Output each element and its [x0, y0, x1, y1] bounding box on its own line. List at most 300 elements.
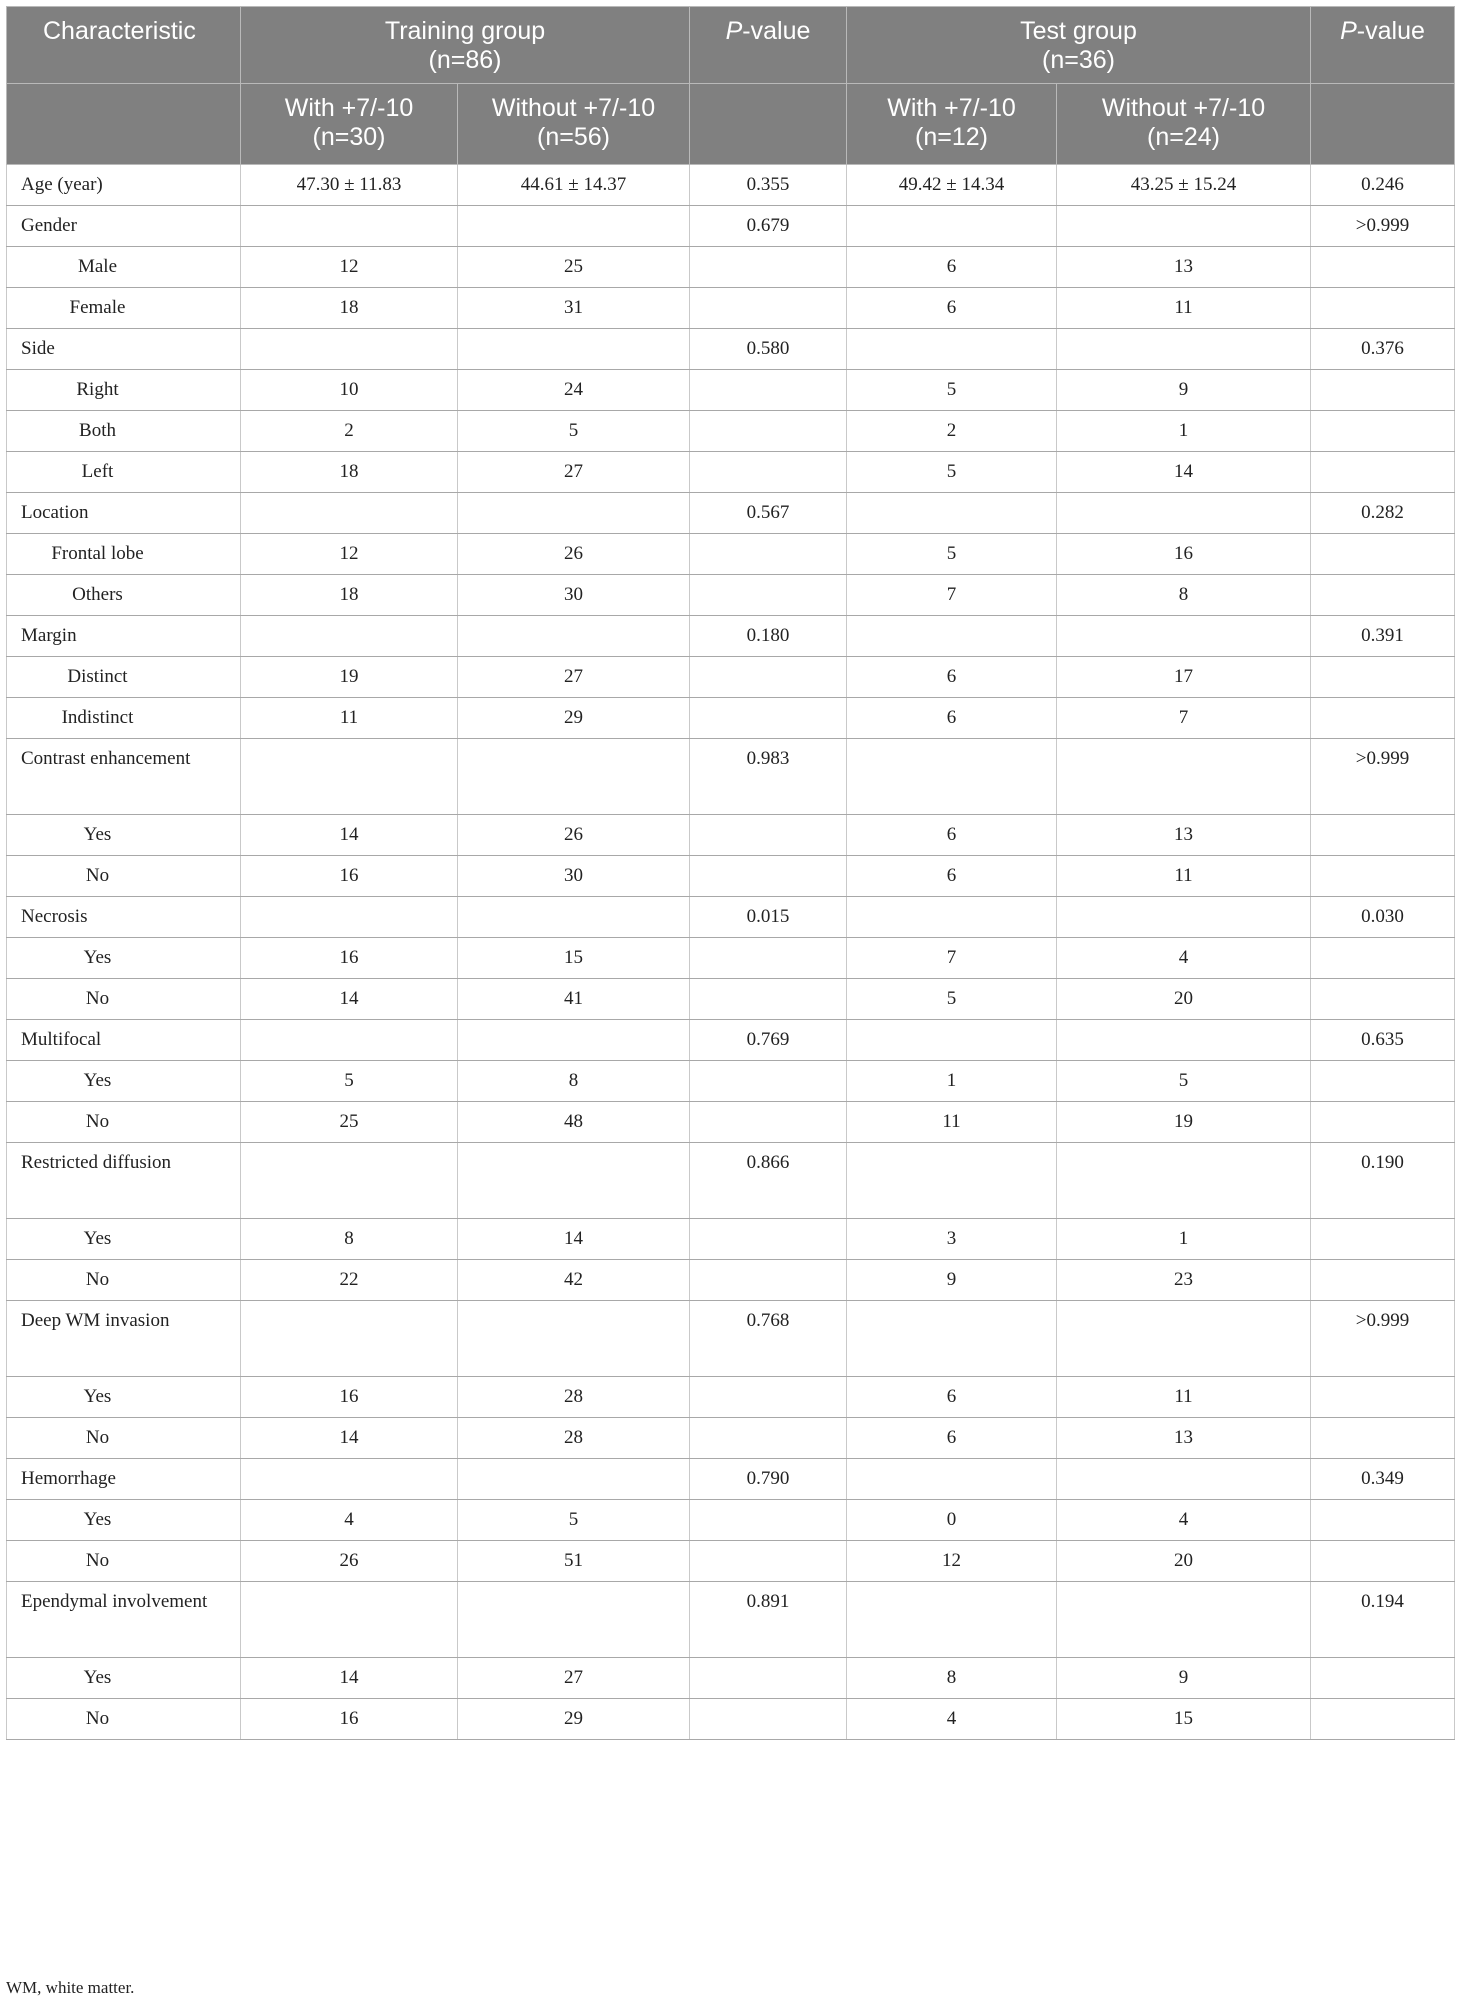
- table-row: [7, 979, 1455, 1020]
- table-row: [7, 856, 1455, 897]
- header-training-group: [241, 7, 690, 84]
- table-cell: 17: [1057, 657, 1311, 698]
- table-cell: [458, 329, 690, 370]
- table-cell: [241, 206, 458, 247]
- table-row: [7, 657, 1455, 698]
- table-cell: 4: [1057, 1500, 1311, 1541]
- table-cell: 15: [458, 938, 690, 979]
- table-row: [7, 452, 1455, 493]
- table-cell: [241, 616, 458, 657]
- table-cell: 5: [458, 411, 690, 452]
- table-cell: 0.015: [690, 897, 847, 938]
- table-cell: [847, 493, 1057, 534]
- table-cell: 0.635: [1311, 1020, 1455, 1061]
- row-sublabel: No: [7, 1541, 241, 1582]
- table-cell: [847, 1020, 1057, 1061]
- table-cell: 0.866: [690, 1143, 847, 1219]
- table-cell: [458, 1020, 690, 1061]
- table-cell: [1311, 288, 1455, 329]
- row-label: Location: [7, 493, 241, 534]
- table-row: [7, 1143, 1455, 1219]
- table-cell: 18: [241, 288, 458, 329]
- table-row: [7, 616, 1455, 657]
- table-cell: [1311, 1219, 1455, 1260]
- table-cell: [690, 698, 847, 739]
- table-cell: 5: [847, 979, 1057, 1020]
- table-row: [7, 1500, 1455, 1541]
- table-cell: 14: [241, 1418, 458, 1459]
- table-cell: 0: [847, 1500, 1057, 1541]
- table-cell: 14: [241, 1658, 458, 1699]
- table-cell: 20: [1057, 1541, 1311, 1582]
- table-cell: [690, 856, 847, 897]
- table-cell: 8: [1057, 575, 1311, 616]
- table-cell: 14: [241, 979, 458, 1020]
- header-p-suffix: -value: [742, 17, 811, 45]
- table-cell: [1057, 1143, 1311, 1219]
- table-cell: [458, 616, 690, 657]
- table-row: [7, 698, 1455, 739]
- table-cell: [847, 1301, 1057, 1377]
- table-cell: >0.999: [1311, 206, 1455, 247]
- table-cell: [690, 411, 847, 452]
- table-cell: 7: [847, 575, 1057, 616]
- row-sublabel: Others: [7, 575, 241, 616]
- table-cell: 12: [847, 1541, 1057, 1582]
- table-cell: [1057, 739, 1311, 815]
- table-cell: 16: [1057, 534, 1311, 575]
- table-cell: 42: [458, 1260, 690, 1301]
- row-sublabel: Frontal lobe: [7, 534, 241, 575]
- table-cell: 16: [241, 1377, 458, 1418]
- table-cell: 6: [847, 1418, 1057, 1459]
- table-cell: 28: [458, 1377, 690, 1418]
- table-header: [7, 7, 1455, 165]
- table-cell: 18: [241, 575, 458, 616]
- table-cell: 8: [847, 1658, 1057, 1699]
- table-cell: 12: [241, 247, 458, 288]
- table-cell: 6: [847, 247, 1057, 288]
- table-cell: 18: [241, 452, 458, 493]
- table-footnote: WM, white matter.: [6, 1978, 135, 1997]
- table-cell: 0.376: [1311, 329, 1455, 370]
- table-cell: 10: [241, 370, 458, 411]
- header-test-with-n: (n=12): [915, 123, 988, 151]
- table-body: [7, 165, 1455, 1740]
- table-row: [7, 1658, 1455, 1699]
- table-cell: 0.580: [690, 329, 847, 370]
- table-cell: [1311, 575, 1455, 616]
- header-test-without-n: (n=24): [1147, 123, 1220, 151]
- table-cell: 29: [458, 1699, 690, 1740]
- table-cell: 0.282: [1311, 493, 1455, 534]
- table-cell: [241, 897, 458, 938]
- table-cell: [1311, 1500, 1455, 1541]
- table-cell: 0.180: [690, 616, 847, 657]
- table-cell: 0.768: [690, 1301, 847, 1377]
- table-row: [7, 534, 1455, 575]
- table-cell: 6: [847, 698, 1057, 739]
- table-cell: 1: [1057, 411, 1311, 452]
- row-sublabel: Both: [7, 411, 241, 452]
- table-cell: 49.42 ± 14.34: [847, 165, 1057, 206]
- table-row: [7, 165, 1455, 206]
- table-cell: 6: [847, 288, 1057, 329]
- table-cell: 44.61 ± 14.37: [458, 165, 690, 206]
- row-label: Gender: [7, 206, 241, 247]
- header-test-group-n: (n=36): [1042, 46, 1115, 74]
- table-cell: [241, 1459, 458, 1500]
- table-cell: [690, 1658, 847, 1699]
- table-cell: [1311, 370, 1455, 411]
- table-cell: 2: [847, 411, 1057, 452]
- table-cell: 51: [458, 1541, 690, 1582]
- table-cell: [1311, 1377, 1455, 1418]
- table-cell: [458, 206, 690, 247]
- table-cell: [1057, 1301, 1311, 1377]
- table-row: [7, 411, 1455, 452]
- table-cell: [847, 739, 1057, 815]
- table-cell: 0.349: [1311, 1459, 1455, 1500]
- table-row: [7, 1301, 1455, 1377]
- header-training-group-n: (n=86): [428, 46, 502, 74]
- table-cell: [458, 897, 690, 938]
- table-cell: [690, 1418, 847, 1459]
- header-p-value-training: [690, 7, 847, 84]
- table-cell: [1311, 979, 1455, 1020]
- table-row: [7, 739, 1455, 815]
- table-cell: 6: [847, 815, 1057, 856]
- table-cell: 6: [847, 1377, 1057, 1418]
- table-cell: [1311, 1658, 1455, 1699]
- header-test-without-label: Without +7/-10: [1101, 94, 1266, 122]
- table-cell: [241, 1301, 458, 1377]
- table-cell: [1311, 1260, 1455, 1301]
- table-cell: [1057, 1459, 1311, 1500]
- row-label: Multifocal: [7, 1020, 241, 1061]
- table-cell: [1057, 897, 1311, 938]
- table-cell: 5: [1057, 1061, 1311, 1102]
- table-cell: 7: [847, 938, 1057, 979]
- table-cell: [1311, 247, 1455, 288]
- table-cell: [458, 1301, 690, 1377]
- table-row: [7, 370, 1455, 411]
- table-cell: [458, 493, 690, 534]
- header-test-without: [1057, 84, 1311, 165]
- row-sublabel: Yes: [7, 1377, 241, 1418]
- table-cell: 28: [458, 1418, 690, 1459]
- header-empty-cell: [690, 84, 847, 165]
- table-cell: 1: [1057, 1219, 1311, 1260]
- table-cell: [690, 1061, 847, 1102]
- table-cell: 13: [1057, 1418, 1311, 1459]
- table-cell: 3: [847, 1219, 1057, 1260]
- header-train-without-n: (n=56): [537, 123, 610, 151]
- table-row: [7, 1582, 1455, 1658]
- table-row: [7, 329, 1455, 370]
- table-cell: [1311, 1541, 1455, 1582]
- table-cell: 11: [847, 1102, 1057, 1143]
- table-cell: [690, 1219, 847, 1260]
- table-cell: [847, 616, 1057, 657]
- table-cell: 23: [1057, 1260, 1311, 1301]
- header-train-without-label: Without +7/-10: [491, 94, 656, 122]
- row-label: Restricted diffusion: [7, 1143, 241, 1219]
- row-sublabel: Yes: [7, 938, 241, 979]
- table-cell: 0.790: [690, 1459, 847, 1500]
- table-cell: [1311, 1418, 1455, 1459]
- header-test-group: [847, 7, 1311, 84]
- table-cell: 48: [458, 1102, 690, 1143]
- table-cell: [241, 329, 458, 370]
- table-cell: 0.679: [690, 206, 847, 247]
- table-cell: 16: [241, 1699, 458, 1740]
- table-cell: 25: [458, 247, 690, 288]
- table-cell: 5: [458, 1500, 690, 1541]
- row-sublabel: Female: [7, 288, 241, 329]
- table-cell: [1057, 1582, 1311, 1658]
- header-train-with-n: (n=30): [312, 123, 386, 151]
- row-sublabel: Indistinct: [7, 698, 241, 739]
- table-cell: [458, 739, 690, 815]
- table-cell: 27: [458, 452, 690, 493]
- table-cell: [458, 1459, 690, 1500]
- table-row: [7, 1418, 1455, 1459]
- table-cell: [241, 493, 458, 534]
- header-training-group-label: Training group: [384, 17, 546, 45]
- table-cell: 25: [241, 1102, 458, 1143]
- table-row: [7, 1699, 1455, 1740]
- table-cell: 0.030: [1311, 897, 1455, 938]
- table-cell: 19: [241, 657, 458, 698]
- table-cell: [1311, 815, 1455, 856]
- table-row: [7, 938, 1455, 979]
- table-cell: >0.999: [1311, 1301, 1455, 1377]
- row-sublabel: Yes: [7, 1061, 241, 1102]
- row-label: Hemorrhage: [7, 1459, 241, 1500]
- table-cell: 11: [1057, 1377, 1311, 1418]
- table-cell: [241, 1143, 458, 1219]
- table-cell: [690, 657, 847, 698]
- table-row: [7, 1459, 1455, 1500]
- row-sublabel: No: [7, 1418, 241, 1459]
- row-sublabel: No: [7, 1260, 241, 1301]
- table-row: [7, 1020, 1455, 1061]
- table-cell: [1057, 206, 1311, 247]
- table-row: [7, 1061, 1455, 1102]
- table-cell: [690, 1500, 847, 1541]
- header-test-group-label: Test group: [1020, 17, 1137, 45]
- table-cell: [847, 1582, 1057, 1658]
- table-row: [7, 247, 1455, 288]
- row-sublabel: No: [7, 979, 241, 1020]
- row-sublabel: No: [7, 856, 241, 897]
- header-train-with-label: With +7/-10: [284, 94, 414, 122]
- table-cell: 11: [1057, 856, 1311, 897]
- table-cell: 0.769: [690, 1020, 847, 1061]
- table-cell: 0.355: [690, 165, 847, 206]
- table-cell: 7: [1057, 698, 1311, 739]
- table-cell: [847, 897, 1057, 938]
- table-cell: 22: [241, 1260, 458, 1301]
- table-row: [7, 206, 1455, 247]
- table-cell: 31: [458, 288, 690, 329]
- table-cell: 13: [1057, 247, 1311, 288]
- header-test-with-label: With +7/-10: [887, 94, 1016, 122]
- table-cell: 4: [847, 1699, 1057, 1740]
- table-cell: 19: [1057, 1102, 1311, 1143]
- table-cell: [1311, 1102, 1455, 1143]
- table-cell: 43.25 ± 15.24: [1057, 165, 1311, 206]
- row-label: Side: [7, 329, 241, 370]
- table-cell: 14: [1057, 452, 1311, 493]
- table-cell: 5: [241, 1061, 458, 1102]
- table-cell: [690, 575, 847, 616]
- header-p-italic: P: [1340, 17, 1357, 45]
- header-empty-cell: [1311, 84, 1455, 165]
- table-row: [7, 815, 1455, 856]
- table-cell: 0.567: [690, 493, 847, 534]
- header-train-without: [458, 84, 690, 165]
- table-cell: 0.391: [1311, 616, 1455, 657]
- table-row: [7, 1377, 1455, 1418]
- table-cell: 30: [458, 575, 690, 616]
- table-row: [7, 288, 1455, 329]
- table-cell: 14: [241, 815, 458, 856]
- table-cell: [690, 1260, 847, 1301]
- table-cell: >0.999: [1311, 739, 1455, 815]
- table-cell: [690, 1699, 847, 1740]
- table-cell: [847, 1459, 1057, 1500]
- table-container: [6, 6, 1454, 1740]
- table-cell: 5: [847, 370, 1057, 411]
- table-cell: 5: [847, 452, 1057, 493]
- table-cell: 27: [458, 1658, 690, 1699]
- row-sublabel: Distinct: [7, 657, 241, 698]
- table-row: [7, 1260, 1455, 1301]
- row-sublabel: Yes: [7, 1500, 241, 1541]
- row-label: Ependymal involvement: [7, 1582, 241, 1658]
- row-sublabel: Yes: [7, 1219, 241, 1260]
- table-row: [7, 493, 1455, 534]
- table-cell: 47.30 ± 11.83: [241, 165, 458, 206]
- table-cell: [1311, 856, 1455, 897]
- table-cell: 0.983: [690, 739, 847, 815]
- table-cell: 30: [458, 856, 690, 897]
- table-cell: [690, 452, 847, 493]
- table-cell: 9: [847, 1260, 1057, 1301]
- row-label: Age (year): [7, 165, 241, 206]
- table-cell: 13: [1057, 815, 1311, 856]
- table-cell: [847, 206, 1057, 247]
- table-cell: [690, 938, 847, 979]
- characteristics-table: [6, 6, 1455, 1740]
- table-cell: [847, 329, 1057, 370]
- table-cell: [690, 1377, 847, 1418]
- table-cell: [458, 1582, 690, 1658]
- row-label: Necrosis: [7, 897, 241, 938]
- table-cell: [1311, 1699, 1455, 1740]
- table-cell: [241, 739, 458, 815]
- table-cell: 41: [458, 979, 690, 1020]
- table-cell: 0.246: [1311, 165, 1455, 206]
- table-cell: 6: [847, 856, 1057, 897]
- table-cell: 14: [458, 1219, 690, 1260]
- row-sublabel: Yes: [7, 1658, 241, 1699]
- header-test-with: [847, 84, 1057, 165]
- table-cell: [690, 288, 847, 329]
- table-cell: 4: [1057, 938, 1311, 979]
- table-cell: [847, 1143, 1057, 1219]
- table-cell: [1057, 616, 1311, 657]
- table-cell: [690, 534, 847, 575]
- table-cell: 2: [241, 411, 458, 452]
- table-cell: [1311, 698, 1455, 739]
- table-cell: [690, 815, 847, 856]
- table-cell: [1311, 534, 1455, 575]
- table-cell: 11: [1057, 288, 1311, 329]
- header-train-with: [241, 84, 458, 165]
- row-label: Margin: [7, 616, 241, 657]
- table-cell: [1311, 938, 1455, 979]
- table-cell: 12: [241, 534, 458, 575]
- table-cell: 0.891: [690, 1582, 847, 1658]
- table-cell: 11: [241, 698, 458, 739]
- row-sublabel: Male: [7, 247, 241, 288]
- row-sublabel: Right: [7, 370, 241, 411]
- table-cell: 29: [458, 698, 690, 739]
- table-cell: [690, 247, 847, 288]
- table-row: [7, 897, 1455, 938]
- row-label: Contrast enhancement: [7, 739, 241, 815]
- header-p-italic: P: [725, 17, 743, 45]
- header-empty-cell: [7, 84, 241, 165]
- table-cell: [1057, 329, 1311, 370]
- table-cell: 8: [458, 1061, 690, 1102]
- table-cell: [690, 1102, 847, 1143]
- table-cell: [458, 1143, 690, 1219]
- table-cell: [1311, 1061, 1455, 1102]
- table-cell: 27: [458, 657, 690, 698]
- table-cell: 15: [1057, 1699, 1311, 1740]
- table-cell: 5: [847, 534, 1057, 575]
- row-sublabel: Left: [7, 452, 241, 493]
- header-p-value-test: [1311, 7, 1455, 84]
- table-row: [7, 1219, 1455, 1260]
- table-cell: 26: [458, 534, 690, 575]
- table-cell: 26: [458, 815, 690, 856]
- table-cell: 4: [241, 1500, 458, 1541]
- header-characteristic: Characteristic: [7, 7, 241, 84]
- table-row: [7, 1541, 1455, 1582]
- table-cell: [1311, 452, 1455, 493]
- header-p-suffix: -value: [1356, 17, 1425, 45]
- table-cell: 16: [241, 938, 458, 979]
- row-sublabel: No: [7, 1102, 241, 1143]
- table-cell: [241, 1582, 458, 1658]
- row-sublabel: No: [7, 1699, 241, 1740]
- table-row: [7, 575, 1455, 616]
- table-cell: [241, 1020, 458, 1061]
- table-cell: [690, 979, 847, 1020]
- table-cell: 26: [241, 1541, 458, 1582]
- table-cell: 16: [241, 856, 458, 897]
- table-cell: 0.194: [1311, 1582, 1455, 1658]
- table-cell: 6: [847, 657, 1057, 698]
- table-cell: 9: [1057, 1658, 1311, 1699]
- table-cell: [1311, 411, 1455, 452]
- table-row: [7, 1102, 1455, 1143]
